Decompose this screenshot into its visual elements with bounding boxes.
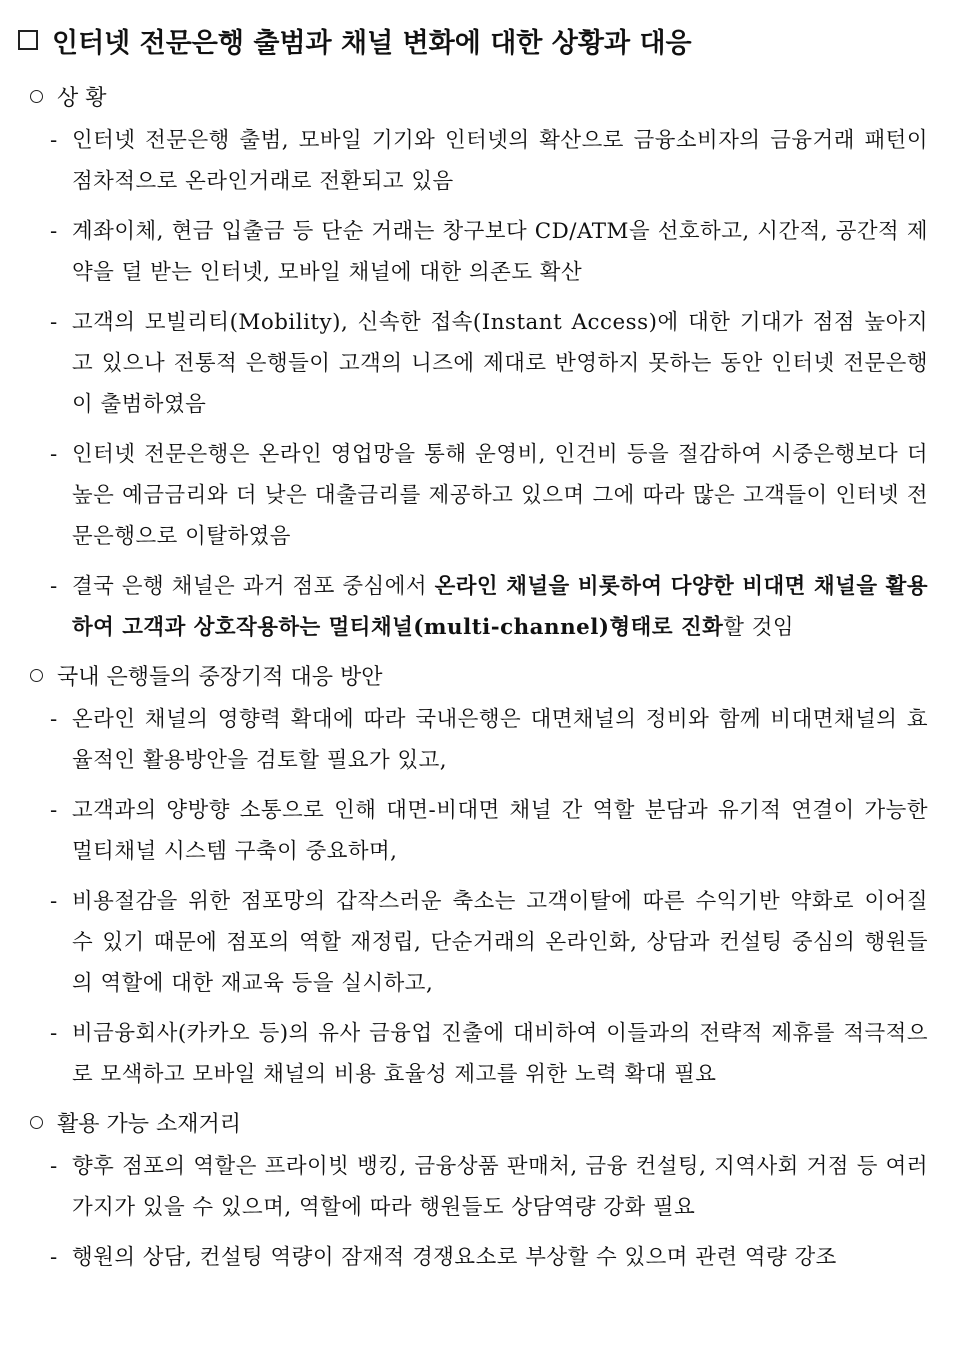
bullet-text: 결국 은행 채널은 과거 점포 중심에서 — [72, 574, 435, 599]
bullet-item — [18, 120, 942, 202]
dash-marker: - — [50, 1021, 58, 1046]
dash-marker: - — [50, 889, 58, 914]
bullet-item — [18, 566, 942, 648]
document-title — [18, 18, 942, 62]
dash-marker: - — [50, 128, 58, 153]
circle-bullet-icon — [30, 90, 43, 103]
section-heading-text: 국내 은행들의 중장기적 대응 방안 — [57, 664, 383, 690]
section-heading — [30, 657, 942, 693]
section-heading-text: 활용 가능 소재거리 — [57, 1111, 242, 1137]
bullet-text: 인터넷 전문은행 출범, 모바일 기기와 인터넷의 확산으로 금융소비자의 금융거래 패턴이 점차적으로 온라인거래로 전환되고 있음 — [72, 128, 928, 194]
bullet-text: 할 것임 — [723, 615, 795, 640]
bullet-item — [18, 434, 942, 557]
dash-marker: - — [50, 1245, 58, 1270]
bullet-item — [18, 1237, 942, 1278]
dash-marker: - — [50, 1154, 58, 1179]
section-heading — [30, 78, 942, 114]
bullet-item — [18, 699, 942, 781]
section — [18, 78, 942, 648]
sections — [18, 78, 942, 1278]
circle-bullet-icon — [30, 669, 43, 682]
dash-marker: - — [50, 798, 58, 823]
dash-marker: - — [50, 310, 58, 335]
bullet-text: 향후 점포의 역할은 프라이빗 뱅킹, 금융상품 판매처, 금융 컨설팅, 지역사회 거점 등 여러 가지가 있을 수 있으며, 역할에 따라 행원들도 상담역량 강화 필요 — [72, 1154, 928, 1220]
title-text: 인터넷 전문은행 출범과 채널 변화에 대한 상황과 대응 — [52, 27, 692, 59]
checkbox-icon — [18, 30, 38, 50]
bullet-item — [18, 302, 942, 425]
bullet-text: 인터넷 전문은행은 온라인 영업망을 통해 운영비, 인건비 등을 절감하여 시중은행보다 더 높은 예금금리와 더 낮은 대출금리를 제공하고 있으며 그에 따라 많은 고객들이 인터넷 전문은행으로 이탈하였음 — [72, 442, 928, 549]
dash-marker: - — [50, 219, 58, 244]
bullet-text: 비금융회사(카카오 등)의 유사 금융업 진출에 대비하여 이들과의 전략적 제휴를 적극적으로 모색하고 모바일 채널의 비용 효율성 제고를 위한 노력 확대 필요 — [72, 1021, 928, 1087]
dash-marker: - — [50, 574, 58, 599]
bullet-text: 온라인 채널의 영향력 확대에 따라 국내은행은 대면채널의 정비와 함께 비대면채널의 효율적인 활용방안을 검토할 필요가 있고, — [72, 707, 928, 773]
section-heading-text: 상 황 — [57, 85, 107, 111]
bullet-text: 고객의 모빌리티(Mobility), 신속한 접속(Instant Access)에 대한 기대가 점점 높아지고 있으나 전통적 은행들이 고객의 니즈에 제대로 반영하지 못하는 동안 인터넷 전문은행이 출범하였음 — [72, 310, 928, 417]
bold-text: 온라인 채널을 비롯하여 다양한 비대면 채널을 활용하여 고객과 상호작용하는 멀티채널(multi-channel)형태로 진화 — [72, 574, 928, 640]
circle-bullet-icon — [30, 1116, 43, 1129]
bullet-text: 계좌이체, 현금 입출금 등 단순 거래는 창구보다 CD/ATM을 선호하고, 시간적, 공간적 제약을 덜 받는 인터넷, 모바일 채널에 대한 의존도 확산 — [72, 219, 928, 285]
section — [18, 1104, 942, 1278]
bullet-text: 고객과의 양방향 소통으로 인해 대면-비대면 채널 간 역할 분담과 유기적 연결이 가능한 멀티채널 시스템 구축이 중요하며, — [72, 798, 928, 864]
bullet-item — [18, 211, 942, 293]
bullet-text: 비용절감을 위한 점포망의 갑작스러운 축소는 고객이탈에 따른 수익기반 약화로 이어질 수 있기 때문에 점포의 역할 재정립, 단순거래의 온라인화, 상담과 컨설팅 중심의 행원들의 역할에 대한 재교육 등을 실시하고, — [72, 889, 928, 996]
section — [18, 657, 942, 1095]
bullet-text: 행원의 상담, 컨설팅 역량이 잠재적 경쟁요소로 부상할 수 있으며 관련 역량 강조 — [72, 1245, 837, 1270]
dash-marker: - — [50, 442, 58, 467]
bullet-item — [18, 790, 942, 872]
section-heading — [30, 1104, 942, 1140]
bullet-item — [18, 1146, 942, 1228]
bullet-item — [18, 1013, 942, 1095]
dash-marker: - — [50, 707, 58, 732]
bullet-item — [18, 881, 942, 1004]
